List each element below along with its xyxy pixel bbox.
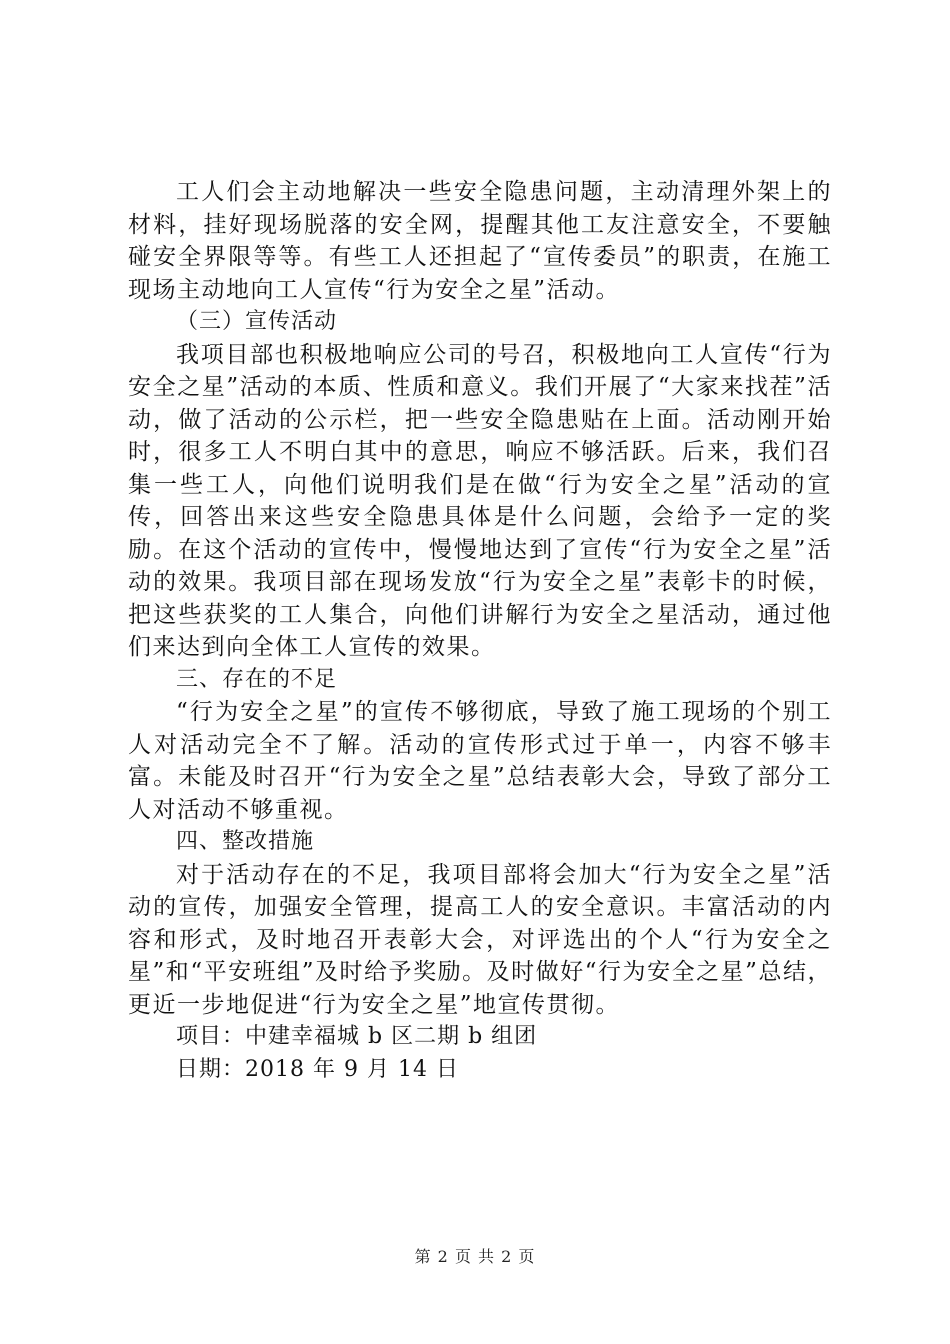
project-line: 项目：中建幸福城 b 区二期 b 组团 [176, 1024, 538, 1049]
paragraph-corrective-measures: 对于活动存在的不足，我项目部将会加大“行为安全之星”活动的宣传，加强安全管理，提高工人的安全意识。丰富活动的内容和形式，及时地召开表彰大会，对评选出的个人“行为安全之星”和“平安班组”及时给予奖励。及时做好“行为安全之星”总结，更近一步地促进“行为安全之星”地宣传贯彻。 [128, 861, 832, 1018]
section-heading-shortcomings: 三、存在的不足 [176, 666, 338, 692]
paragraph-promotion-activities: 我项目部也积极地响应公司的号召，积极地向工人宣传“行为安全之星”活动的本质、性质和意义。我们开展了“大家来找茬”活动，做了活动的公示栏，把一些安全隐患贴在上面。活动刚开始时，很多工人不明白其中的意思，响应不够活跃。后来，我们召集一些工人，向他们说明我们是在做“行为安全之星”活动的宣传，回答出来这些安全隐患具体是什么问题，会给予一定的奖励。在这个活动的宣传中，慢慢地达到了宣传“行为安全之星”活动的效果。我项目部在现场发放“行为安全之星”表彰卡的时候，把这些获奖的工人集合，向他们讲解行为安全之星活动，通过他们来达到向全体工人宣传的效果。 [128, 341, 832, 660]
section-heading-promotion: （三）宣传活动 [176, 309, 338, 334]
document-body [128, 176, 832, 1086]
paragraph-worker-initiative: 工人们会主动地解决一些安全隐患问题，主动清理外架上的材料，挂好现场脱落的安全网，提醒其他工友注意安全，不要触碰安全界限等等。有些工人还担起了“宣传委员”的职责，在施工现场主动地向工人宣传“行为安全之星”活动。 [128, 179, 832, 303]
page-number-footer: 第 2 页 共 2 页 [414, 1247, 536, 1266]
section-heading-corrective-measures: 四、整改措施 [176, 829, 315, 854]
paragraph-shortcomings: “行为安全之星”的宣传不够彻底，导致了施工现场的个别工人对活动完全不了解。活动的宣传形式过于单一，内容不够丰富。未能及时召开“行为安全之星”总结表彰大会，导致了部分工人对活动不够重视。 [128, 699, 832, 823]
date-line: 日期：2018 年 9 月 14 日 [176, 1056, 459, 1082]
